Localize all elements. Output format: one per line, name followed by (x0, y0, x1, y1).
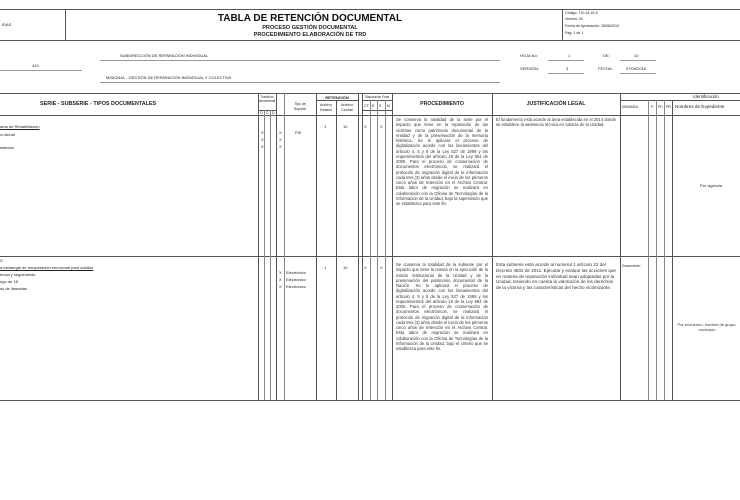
de-label: DE: (603, 53, 610, 58)
rule (620, 93, 621, 400)
rule (0, 400, 740, 401)
soporte-value: Electrónico (286, 277, 306, 282)
ident-col-p: P (651, 105, 654, 109)
gestion-value: 1 (324, 124, 327, 129)
rule (0, 40, 740, 41)
series-line: a estrategia de recuperación emocional para adultos (0, 265, 94, 270)
disp-col-ct: CT (364, 104, 369, 108)
nombres-value: Por vigencia (700, 183, 723, 188)
tradicion-col-c: C (266, 111, 269, 115)
rule (264, 110, 265, 400)
rule (492, 93, 493, 400)
ident-col-demanda: DEMANDA (622, 105, 638, 109)
rule (548, 60, 584, 61)
tradicion-mark: X (261, 144, 264, 149)
archivo-central-header: Archivo Central (341, 103, 353, 112)
approval-date: Fecha de Aprobación: 28/08/2015 (565, 24, 619, 28)
procedure-name: PROCEDIMIENTO ELABORACIÓN DE TRD (253, 32, 367, 38)
soporte-value: Electrónico (286, 270, 306, 275)
dependency: MISIONAL - GESTIÓN DE REPARACIÓN INDIVIDUAL Y COLECTIVA (106, 75, 231, 80)
central-value: 10 (343, 124, 348, 129)
procedimiento-header: PROCEDIMIENTO (420, 101, 464, 107)
procedimiento-text: Se conserva la totalidad de la subserie por el impacto que tiene la misma en la ejecución de la misión institucional de la Unidad y de la preservación del patrimonio documental de la Nación. Se le aplicará el proceso de digitalización acorde con los lineamientos del artículo 4, 5 y 6 de la Ley 527 de 1999 y los requerimientos del artículo 19 de la Ley 594 de 2000. Para el proceso de conservación de documentos electrónicos, se realizará el protocolo de migración digital de la información cada tres (3) años desde el inicio de los primeros cinco años de retención en el Archivo Central. Esta labor de migración se realizará en colaboración con la Oficina de Tecnologías de la Información de la Unidad, bajo el criterio que se establezca para este fin. (396, 262, 488, 351)
rule (316, 93, 317, 400)
fecha-label: FECHA: (598, 66, 613, 71)
hoja-value: 1 (568, 53, 571, 58)
rule (392, 93, 393, 400)
series-line: ama de Rehabilitación (0, 124, 40, 129)
soporte-header: Tipo de Soporte (293, 102, 307, 111)
de-value: 10 (634, 53, 639, 58)
rule (65, 9, 66, 40)
rule (284, 93, 285, 400)
page-count: Pág. 1 de 1 (565, 31, 584, 35)
rule (370, 100, 371, 400)
rule (358, 93, 359, 400)
nombres-header: Nombres de Expediente (675, 104, 725, 109)
justificacion-text: El fundamento está acorde al área establecida en el 2014 donde se establece la asistencia técnica en cabeza de la Unidad. (496, 117, 616, 128)
rule (620, 100, 740, 101)
soporte-value: P/E (295, 130, 302, 135)
rule (276, 93, 277, 400)
rule (0, 70, 82, 71)
tradicion-mark: X (279, 284, 282, 289)
rule (0, 9, 740, 10)
archivo-gestion-header: Archivo Gestión (319, 103, 333, 112)
rule (548, 73, 584, 74)
rule (0, 93, 740, 94)
identificacion-header: Identificación (693, 94, 719, 99)
code-value: 410 (32, 63, 39, 68)
tradicion-header: Tradición documental (258, 95, 276, 103)
ct-mark: X (364, 124, 367, 129)
rule (100, 82, 500, 83)
hoja-label: HOJA No: (520, 53, 538, 58)
procedimiento-text: Se conserva la totalidad de la serie por el impacto que tiene en la reparación de las víctimas como patrimonio documental de la entidad y de la preservación de la memoria histórica. Se le aplicará el proceso de digitalización acorde con los lineamientos del artículo 4, 5 y 6 de la Ley 527 de 1999 y los requerimientos del artículo 19 de la Ley 594 de 2000. Para el proceso de conservación de documentos electrónicos, se realizará el protocolo de migración digital de la información cada tres (3) años desde el inicio de los primeros cinco años de retención en el Archivo Central. Esta labor de migración se realizará en colaboración con la Oficina de Tecnologías de la Información de la Unidad, bajo la supervisión que se establezca para este fin. (396, 117, 488, 206)
rule (620, 60, 656, 61)
ident-col-pc: PC (658, 105, 663, 109)
ct-mark: X (364, 265, 367, 270)
tradicion-col-o: O (260, 111, 263, 115)
rule (648, 100, 649, 400)
series-line: istencia (0, 145, 14, 150)
series-line: encia y seguimiento (0, 272, 36, 277)
rule (100, 60, 500, 61)
ident-value: Documento (622, 264, 641, 268)
rule (664, 100, 665, 400)
series-prefix: S (0, 258, 3, 263)
justificacion-header: JUSTIFICACIÓN LEGAL (526, 101, 586, 107)
nombres-value: Por encuentro, nombre de grupo, municipio (677, 322, 737, 333)
tradicion-mark: X (279, 277, 282, 282)
tradicion-mark: X (279, 130, 282, 135)
rule (316, 100, 358, 101)
tradicion-mark: X (279, 270, 282, 275)
series-line: ro Anual (0, 132, 15, 137)
soporte-value: Electrónico (286, 284, 306, 289)
rule (336, 100, 337, 400)
rule (362, 93, 363, 400)
rule (620, 73, 656, 74)
doc-version: Versión: 02 (565, 17, 583, 21)
rule (656, 100, 657, 400)
s-mark: X (380, 124, 383, 129)
disp-col-e: E (372, 104, 375, 108)
rule (258, 93, 259, 400)
tradicion-mark: X (279, 137, 282, 142)
disposicion-header: Disposición Final (364, 95, 390, 99)
series-line: ngo de 18 (0, 279, 18, 284)
version-value: 3 (566, 66, 569, 71)
tradicion-mark: X (261, 130, 264, 135)
ident-col-pr: PR (666, 105, 671, 109)
rule (270, 110, 271, 400)
tradicion-mark: X (279, 144, 282, 149)
fecha-value: 07/09/2016 (626, 66, 647, 71)
gestion-value: 1 (324, 265, 327, 270)
central-value: 10 (343, 265, 348, 270)
rule (562, 9, 563, 40)
entity-fragment: IDAS (2, 22, 12, 27)
rule (385, 100, 386, 400)
tradicion-col-d: D (272, 111, 275, 115)
disp-col-m: M (387, 104, 390, 108)
page-title: TABLA DE RETENCIÓN DOCUMENTAL (217, 13, 403, 24)
doc-code: Código: 710.14.15-6 (565, 11, 598, 15)
rule (672, 100, 673, 400)
version-label: VERSIÓN: (520, 66, 540, 71)
process-name: PROCESO GESTIÓN DOCUMENTAL (262, 25, 358, 31)
disp-col-s: S (379, 104, 382, 108)
tradicion-mark: X (261, 137, 264, 142)
retencion-header: RETENCIÓN (325, 95, 349, 100)
justificacion-text: Esta subserie está acorde al numeral 1 artículo 22 del Decreto 4802 de 2011. Ejecutar y evaluar las acciones que en materia de reparación individual sean adoptadas por la Unidad, teniendo en cuenta la valoración de los derechos de la víctima y las características del hecho victimizante. (496, 262, 616, 291)
series-header: SERIE - SUBSERIE - TIPOS DOCUMENTALES (40, 101, 157, 107)
series-line: so de llamadas (0, 286, 27, 291)
subdivision: SUBDIRECCIÓN DE REPARACIÓN INDIVIDUAL (120, 53, 209, 58)
rule (377, 100, 378, 400)
s-mark: X (380, 265, 383, 270)
